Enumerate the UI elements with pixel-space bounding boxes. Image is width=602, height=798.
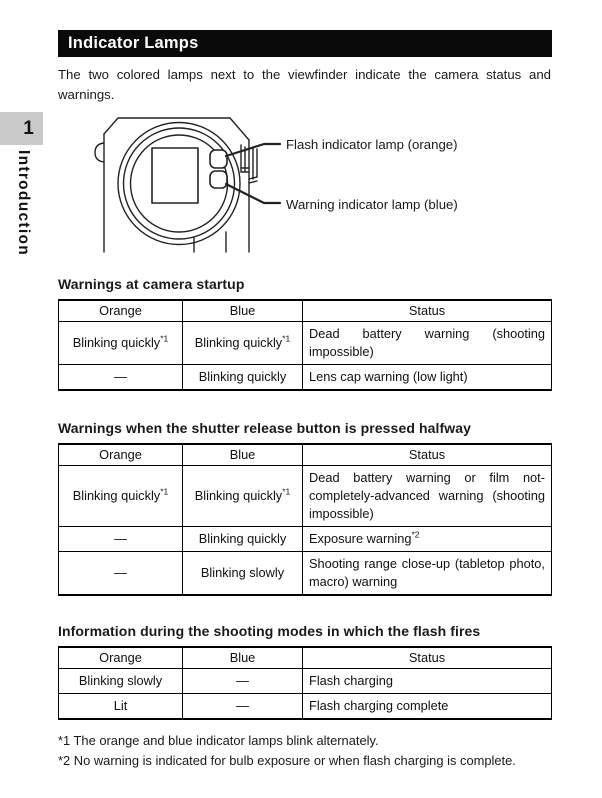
cell-blue: Blinking quickly$^{*1}$ xyxy=(183,322,303,365)
column-header-orange: Orange xyxy=(59,647,183,669)
chapter-title-vertical: Introduction xyxy=(15,150,32,256)
table-row xyxy=(59,527,552,552)
table-row xyxy=(59,669,552,694)
cell-orange: — xyxy=(59,552,183,596)
cell-orange: — xyxy=(59,365,183,391)
table-header-row xyxy=(59,647,552,669)
intro-paragraph: The two colored lamps next to the viewfinder indicate the camera status and warnings. xyxy=(58,67,551,102)
cell-orange: — xyxy=(59,527,183,552)
cell-status: Exposure warning$^{*2}$ xyxy=(303,527,552,552)
column-header-blue: Blue xyxy=(183,300,303,322)
flash-lamp-label: Flash indicator lamp (orange) xyxy=(286,137,458,152)
cell-blue: — xyxy=(183,694,303,720)
warning-lamp-label: Warning indicator lamp (blue) xyxy=(286,197,458,212)
cell-blue: Blinking quickly xyxy=(183,527,303,552)
page-title: Indicator Lamps xyxy=(58,30,552,57)
cell-blue: Blinking slowly xyxy=(183,552,303,596)
footnotes xyxy=(58,731,551,771)
column-header-status: Status xyxy=(303,300,552,322)
cell-status: Lens cap warning (low light) xyxy=(303,365,552,391)
startup-warnings-table xyxy=(58,299,552,391)
table-header-row xyxy=(59,300,552,322)
cell-status: Flash charging complete xyxy=(303,694,552,720)
footnote: *2 No warning is indicated for bulb exposure or when flash charging is complete. xyxy=(58,753,516,768)
column-header-status: Status xyxy=(303,647,552,669)
cell-orange: Lit xyxy=(59,694,183,720)
table-row xyxy=(59,322,552,365)
table-row xyxy=(59,694,552,720)
flash-indicator-lamp-shape xyxy=(210,150,227,168)
section-halfway-warnings xyxy=(58,420,551,596)
warning-indicator-lamp-shape xyxy=(210,171,227,188)
flash-info-table xyxy=(58,646,552,720)
cell-status: Dead battery warning (shooting impossible) xyxy=(303,322,552,365)
column-header-status: Status xyxy=(303,444,552,466)
camera-front-illustration xyxy=(90,110,480,265)
section-flash-info xyxy=(58,623,551,720)
cell-status: Shooting range close-up (tabletop photo, macro) warning xyxy=(303,552,552,596)
table-row xyxy=(59,365,552,391)
column-header-orange: Orange xyxy=(59,300,183,322)
section-startup-warnings xyxy=(58,276,551,391)
cell-status: Dead battery warning or film not-completely-advanced warning (shooting impossible) xyxy=(303,466,552,527)
cell-blue: — xyxy=(183,669,303,694)
cell-blue: Blinking quickly$^{*1}$ xyxy=(183,466,303,527)
section-heading: Information during the shooting modes in which the flash fires xyxy=(58,623,481,639)
column-header-blue: Blue xyxy=(183,647,303,669)
section-heading: Warnings when the shutter release button is pressed halfway xyxy=(58,420,472,436)
column-header-blue: Blue xyxy=(183,444,303,466)
cell-orange: Blinking quickly$^{*1}$ xyxy=(59,466,183,527)
table-header-row xyxy=(59,444,552,466)
cell-orange: Blinking slowly xyxy=(59,669,183,694)
table-row xyxy=(59,552,552,596)
cell-status: Flash charging xyxy=(303,669,552,694)
chapter-number-tab: 1 xyxy=(0,112,43,145)
column-header-orange: Orange xyxy=(59,444,183,466)
footnote: *1 The orange and blue indicator lamps blink alternately. xyxy=(58,733,379,748)
cell-orange: Blinking quickly$^{*1}$ xyxy=(59,322,183,365)
cell-blue: Blinking quickly xyxy=(183,365,303,391)
section-heading: Warnings at camera startup xyxy=(58,276,245,292)
table-row xyxy=(59,466,552,527)
halfway-warnings-table xyxy=(58,443,552,596)
